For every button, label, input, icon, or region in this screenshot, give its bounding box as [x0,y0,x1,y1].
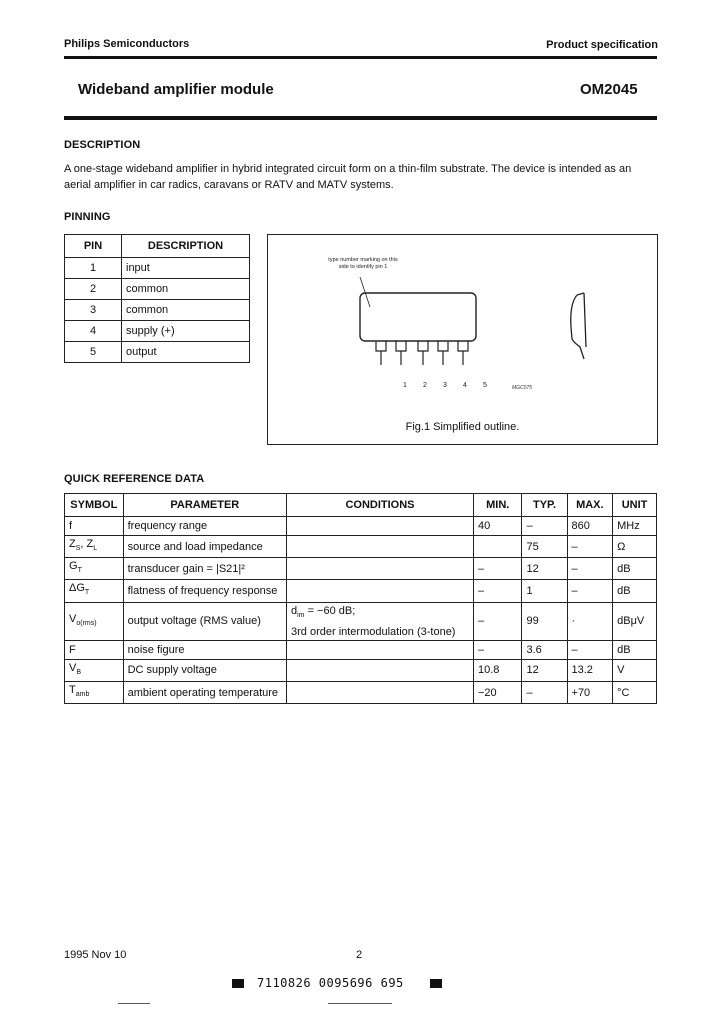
conditions-cell [287,602,474,640]
symbol-main: Z [69,538,76,550]
pinning-header-row [65,235,250,258]
pin-lead-3 [418,341,428,365]
typ-col-header: TYP. [522,494,567,517]
symbol-cell [65,659,124,681]
symbol-subscript: amb [75,691,90,699]
symbol-tail: , Z [80,538,94,550]
module-side-view [571,293,586,359]
barcode-text: 7110826 0095696 695 [257,976,404,990]
pin-label-5: 5 [483,382,487,389]
typ-cell: 99 [522,602,567,640]
max-cell: · [567,602,613,640]
conditions-cell [287,580,474,602]
qrd-header-row [65,494,657,517]
min-cell [473,536,522,558]
typ-cell: – [522,517,567,536]
parameter-col-header: PARAMETER [123,494,286,517]
pin-label-2: 2 [423,382,427,389]
max-cell: 860 [567,517,613,536]
unit-cell: V [613,659,657,681]
symbol-main: G [69,560,78,573]
min-cell: −20 [473,681,522,703]
parameter-cell: source and load impedance [123,536,286,558]
parameter-cell: noise figure [123,640,286,659]
symbol-cell [65,640,124,659]
module-outline-drawing [268,235,657,444]
module-body [360,293,476,341]
qrd-row [65,681,657,703]
symbol-main: T [69,683,76,696]
header-rule-bottom [64,116,657,120]
pin-description: input [122,258,250,279]
max-cell: +70 [567,681,613,703]
qrd-row [65,517,657,536]
symbol-main: f [69,520,73,532]
qrd-row [65,580,657,602]
max-cell: 13.2 [567,659,613,681]
conditions-cell [287,681,474,703]
symbol-cell [65,602,124,640]
symbol-subscript-2: L [93,545,98,553]
barcode-block-right [430,979,442,988]
min-cell: – [473,558,522,580]
parameter-cell: transducer gain = |S21|² [123,558,286,580]
condition-tail: = −60 dB; [304,604,356,617]
conditions-col-header: CONDITIONS [287,494,474,517]
annotation-line-1: type number marking on this [328,257,398,263]
pin-label-3: 3 [443,382,447,389]
qrd-row [65,640,657,659]
footer-date: 1995 Nov 10 [64,949,127,961]
pin-number: 4 [65,321,122,342]
unit-cell: dBμV [613,602,657,640]
pinning-table [64,234,250,363]
min-cell: – [473,640,522,659]
symbol-subscript: T [77,567,82,575]
header-rule-top [64,56,657,59]
annotation-line-2: side to identify pin 1 [338,264,388,270]
description-line-1: A one-stage wideband amplifier in hybrid integrated circuit form on a thin-film substrate. The device is intended as an [64,163,632,175]
typ-cell: 12 [522,558,567,580]
pin-row [65,342,250,363]
page-title: Wideband amplifier module [78,81,274,98]
parameter-cell: frequency range [123,517,286,536]
company-name: Philips Semiconductors [64,38,190,50]
annotation-pointer [360,277,370,307]
pin-description: common [122,300,250,321]
pin-lead-4 [438,341,448,365]
conditions-cell [287,536,474,558]
condition-subscript: im [297,611,305,619]
pin-row [65,279,250,300]
parameter-cell: DC supply voltage [123,659,286,681]
pin-row [65,321,250,342]
symbol-cell [65,681,124,703]
pin-number: 2 [65,279,122,300]
symbol-subscript: o(rms) [76,619,97,627]
symbol-cell [65,558,124,580]
symbol-main: V [69,661,77,674]
symbol-cell [65,580,124,602]
pin-lead-5 [458,341,468,365]
figure-box [267,234,658,445]
parameter-cell: ambient operating temperature [123,681,286,703]
pin-row [65,300,250,321]
typ-cell: 1 [522,580,567,602]
doc-type: Product specification [546,39,658,51]
unit-cell: MHz [613,517,657,536]
symbol-main: V [69,612,77,625]
footer-page-number: 2 [356,949,363,961]
symbol-cell [65,517,124,536]
pin-lead-1 [376,341,386,365]
scan-mark-left [118,1003,150,1004]
symbol-subscript: B [76,668,82,676]
typ-cell: 75 [522,536,567,558]
symbol-subscript: T [84,589,90,597]
min-col-header: MIN. [473,494,522,517]
pinning-heading: PINNING [64,211,111,223]
symbol-main: F [69,643,76,656]
qrd-row [65,659,657,681]
condition-line-2: 3rd order intermodulation (3-tone) [291,625,456,638]
qrd-row [65,602,657,640]
barcode-block-left [232,979,244,988]
pin-number: 1 [65,258,122,279]
symbol-subscript: S [75,545,81,553]
unit-col-header: UNIT [613,494,657,517]
condition-symbol: d [291,604,298,617]
parameter-cell: output voltage (RMS value) [123,602,286,640]
unit-cell: dB [613,640,657,659]
desc-col-header: DESCRIPTION [122,235,250,258]
conditions-cell [287,517,474,536]
symbol-main: ΔG [69,582,85,595]
unit-cell: dB [613,580,657,602]
unit-cell: Ω [613,536,657,558]
symbol-col-header: SYMBOL [65,494,124,517]
conditions-cell [287,558,474,580]
part-number: OM2045 [580,81,638,98]
max-cell: – [567,536,613,558]
conditions-cell [287,659,474,681]
pin-label-4: 4 [463,382,467,389]
pin-number: 3 [65,300,122,321]
min-cell: – [473,602,522,640]
pin-lead-2 [396,341,406,365]
unit-cell: °C [613,681,657,703]
unit-cell: dB [613,558,657,580]
max-cell: – [567,558,613,580]
condition-line-1 [291,603,469,624]
conditions-cell [287,640,474,659]
typ-cell: 12 [522,659,567,681]
pin-description: output [122,342,250,363]
min-cell: 10.8 [473,659,522,681]
qrd-heading: QUICK REFERENCE DATA [64,473,205,485]
min-cell: 40 [473,517,522,536]
pin-description: common [122,279,250,300]
figure-caption: Fig.1 Simplified outline. [405,421,520,433]
max-col-header: MAX. [567,494,613,517]
quick-reference-table [64,493,657,704]
pin-description: supply (+) [122,321,250,342]
max-cell: – [567,580,613,602]
typ-cell: – [522,681,567,703]
figure-code: MGC075 [512,385,533,391]
pin-col-header: PIN [65,235,122,258]
typ-cell: 3.6 [522,640,567,659]
min-cell: – [473,580,522,602]
description-line-2: aerial amplifier in car radics, caravans or RATV and MATV systems. [64,179,394,191]
scan-mark-right [328,1003,392,1004]
qrd-row [65,558,657,580]
symbol-cell [65,536,124,558]
pin-number: 5 [65,342,122,363]
description-heading: DESCRIPTION [64,139,141,151]
module-pins [376,341,468,365]
pin-label-1: 1 [403,382,407,389]
pin-row [65,258,250,279]
qrd-row [65,536,657,558]
parameter-cell: flatness of frequency response [123,580,286,602]
max-cell: – [567,640,613,659]
